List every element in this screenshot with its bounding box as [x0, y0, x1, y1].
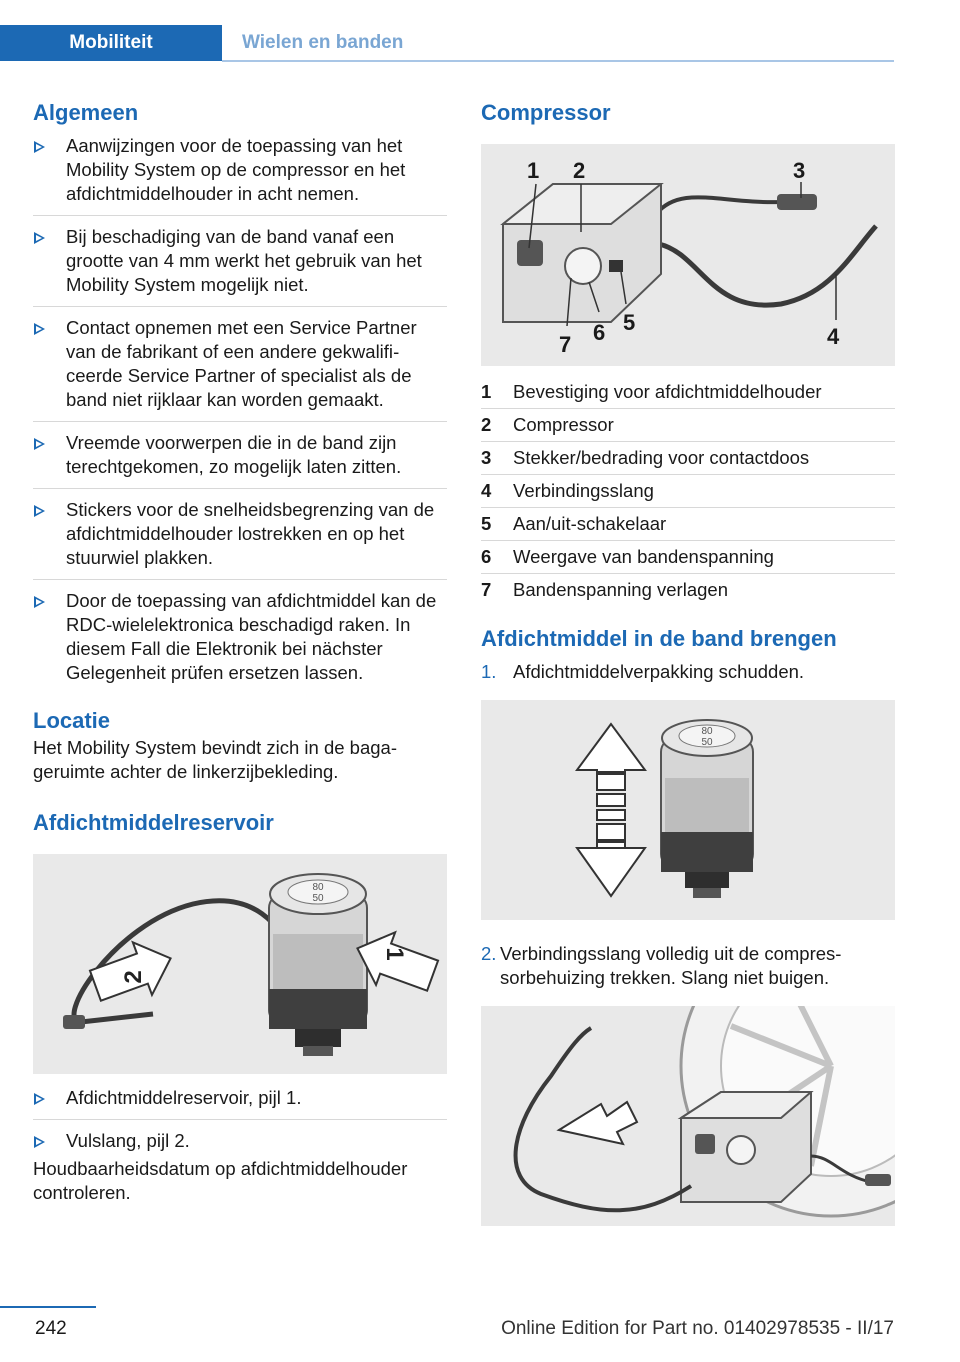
up-down-arrow-icon — [577, 724, 645, 896]
section-title-locatie: Locatie — [33, 708, 111, 733]
list-item-text: Door de toepassing van afdichtmiddel kan de RDC-wielelektronica beschadigd raken. In diesem Fall die Elektronik bei nächster Gelegenheit prüfen ersetzen lassen. — [66, 590, 437, 683]
arrow-label-1: 1 — [381, 947, 408, 961]
triangle-bullet-icon — [34, 1136, 45, 1148]
callout-7: 7 — [559, 332, 572, 357]
legend-item: 2 Compressor — [481, 409, 895, 442]
can-label-80: 80 — [312, 882, 324, 893]
list-item — [33, 589, 447, 694]
hose-nozzle-icon — [63, 1015, 85, 1029]
legend-item: 1 Bevestiging voor afdichtmiddelhouder — [481, 376, 895, 409]
list-item-text: Bij beschadiging van de band vanaf een grootte van 4 mm werkt het gebruik van het Mobility System mogelijk niet. — [66, 226, 422, 295]
compressor-figure — [481, 144, 895, 366]
left-column — [33, 98, 447, 1205]
steps-list — [481, 660, 895, 684]
triangle-bullet-icon — [34, 232, 45, 244]
reservoir-figure — [33, 854, 447, 1074]
reservoir-illustration — [33, 854, 447, 1074]
algemeen-list — [33, 134, 447, 694]
triangle-bullet-icon — [34, 596, 45, 608]
section-title-compressor: Compressor — [481, 100, 611, 125]
plug-icon — [777, 194, 817, 210]
list-item — [33, 316, 447, 422]
list-item-text: Stickers voor de snelheidsbegrenzing van de afdichtmiddelhouder lostrekken en op het stuurwiel plakken. — [66, 499, 435, 568]
list-item-text: Vulslang, pijl 2. — [66, 1130, 190, 1151]
legend-item: 6 Weergave van bandenspanning — [481, 541, 895, 574]
header-tabs — [0, 25, 423, 61]
edition-footer: Online Edition for Part no. 01402978535 - II/17 — [501, 1318, 894, 1339]
list-item — [33, 225, 447, 307]
reservoir-list — [33, 1086, 447, 1157]
callout-2: 2 — [573, 158, 586, 183]
list-item — [33, 431, 447, 489]
steps-list-2 — [481, 942, 895, 990]
legend-item: 3 Stekker/bedrading voor contactdoos — [481, 442, 895, 475]
list-item — [33, 498, 447, 580]
callout-6: 6 — [593, 320, 606, 345]
list-item-text: Afdichtmiddelreservoir, pijl 1. — [66, 1087, 302, 1108]
list-item — [33, 1086, 447, 1120]
callout-3: 3 — [793, 158, 806, 183]
legend-item: 4 Verbindingsslang — [481, 475, 895, 508]
triangle-bullet-icon — [34, 141, 45, 153]
pull-arrow-icon — [559, 1102, 637, 1144]
header-rule — [222, 60, 894, 62]
legend-item: 7 Bandenspanning verlagen — [481, 579, 728, 600]
list-item-text: Vreemde voorwerpen die in de band zijn terechtgekomen, zo mogelijk laten zitten. — [66, 432, 402, 477]
right-column — [481, 98, 895, 1226]
list-item-text: Aanwijzingen voor de toepassing van het Mobility System op de compressor en het afdichtmiddelhouder in acht nemen. — [66, 135, 406, 204]
arrow-label-2: 2 — [120, 970, 147, 984]
triangle-bullet-icon — [34, 323, 45, 335]
page-number-rule — [0, 1306, 96, 1308]
can-label-50: 50 — [312, 893, 324, 904]
triangle-bullet-icon — [34, 505, 45, 517]
callout-5: 5 — [623, 310, 636, 335]
compressor-illustration — [481, 144, 895, 366]
step-item: 2. Verbindingsslang volledig uit de compressorbehuizing trekken. Slang niet buigen. — [481, 943, 842, 988]
shake-figure — [481, 700, 895, 920]
list-item — [33, 134, 447, 216]
list-item-text: Contact opnemen met een Service Partner van de fabrikant of een andere gekwalificeerde Service Partner of specialist als de band niet rijklaar kan worden gemaakt. — [66, 317, 417, 410]
locatie-text: Het Mobility System bevindt zich in de bagageruimte achter de linkerzijbekleding. — [33, 737, 398, 782]
compressor-legend — [481, 376, 895, 606]
tab-wielen-en-banden[interactable]: Wielen en banden — [242, 32, 404, 53]
triangle-bullet-icon — [34, 1093, 45, 1105]
triangle-bullet-icon — [34, 438, 45, 450]
can-label-50: 50 — [701, 737, 713, 748]
step-item: 1. Afdichtmiddelverpakking schudden. — [481, 661, 805, 682]
tab-mobiliteit[interactable]: Mobiliteit — [0, 25, 222, 61]
shake-illustration — [481, 700, 895, 920]
hose-illustration — [481, 1006, 895, 1226]
callout-4: 4 — [827, 324, 840, 349]
hose-figure — [481, 1006, 895, 1226]
callout-1: 1 — [527, 158, 540, 183]
arrow-2-icon — [86, 932, 180, 1012]
list-item — [33, 1129, 447, 1157]
reservoir-note: Houdbaarheidsdatum op afdichtmiddelhouder controleren. — [33, 1158, 408, 1203]
section-title-reservoir: Afdichtmiddelreservoir — [33, 810, 274, 835]
can-label-80: 80 — [701, 726, 713, 737]
legend-item: 5 Aan/uit-schakelaar — [481, 508, 895, 541]
page-number: 242 — [35, 1318, 67, 1339]
section-title-algemeen: Algemeen — [33, 100, 139, 125]
section-title-brengen: Afdichtmiddel in de band brengen — [481, 626, 837, 651]
